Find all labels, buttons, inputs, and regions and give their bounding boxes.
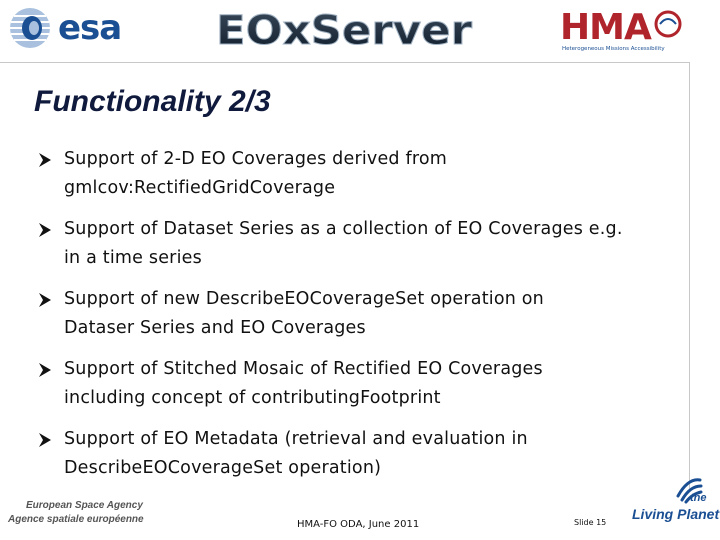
esa-globe-icon	[8, 6, 52, 50]
header	[0, 0, 720, 62]
bullet-item	[36, 285, 716, 343]
bullet-line: Support of Dataset Series as a collection of EO Coverages e.g.	[64, 219, 623, 239]
bullet-item	[36, 215, 716, 273]
bullet-line: Support of Stitched Mosaic of Rectified EO Coverages	[64, 359, 543, 379]
header-divider	[0, 62, 690, 63]
hma-logo-text: HMA	[560, 7, 651, 48]
agency-name-fr: Agence spatiale européenne	[8, 514, 144, 525]
bullet-line: Dataser Series and EO Coverages	[64, 318, 366, 338]
slide-number: Slide 15	[574, 518, 607, 527]
arrow-bullet-icon	[36, 145, 56, 174]
bullet-line: gmlcov:RectifiedGridCoverage	[64, 178, 336, 198]
bullet-line: Support of EO Metadata (retrieval and evaluation in	[64, 429, 528, 449]
bullet-item	[36, 425, 716, 483]
bullet-line: in a time series	[64, 248, 202, 268]
arrow-bullet-icon	[36, 215, 56, 244]
living-planet-the: the	[690, 492, 707, 504]
esa-logo-text: esa	[58, 8, 122, 48]
arrow-bullet-icon	[36, 425, 56, 454]
eoxserver-logo	[214, 8, 476, 52]
bullet-line: including concept of contributingFootprint	[64, 388, 441, 408]
bullet-line: Support of new DescribeEOCoverageSet operation on	[64, 289, 544, 309]
bullet-line: DescribeEOCoverageSet operation)	[64, 458, 382, 478]
bullet-item	[36, 355, 716, 413]
arrow-bullet-icon	[36, 355, 56, 384]
agency-name-en: European Space Agency	[26, 500, 143, 511]
living-planet-text: Living Planet	[632, 506, 720, 522]
footer-event: HMA-FO ODA, June 2011	[297, 519, 420, 530]
bullet-item	[36, 145, 716, 203]
hma-logo-subtitle: Heterogeneous Missions Accessibility	[562, 46, 665, 52]
living-planet-logo	[632, 472, 720, 528]
agency-logo	[8, 500, 148, 530]
esa-logo	[6, 5, 136, 51]
bullet-line: Support of 2-D EO Coverages derived from	[64, 149, 448, 169]
hma-globe-icon	[654, 10, 682, 38]
hma-logo	[558, 8, 688, 56]
eoxserver-logo-text: EOxServer	[216, 8, 473, 52]
arrow-bullet-icon	[36, 285, 56, 314]
slide-title: Functionality 2/3	[34, 85, 271, 118]
